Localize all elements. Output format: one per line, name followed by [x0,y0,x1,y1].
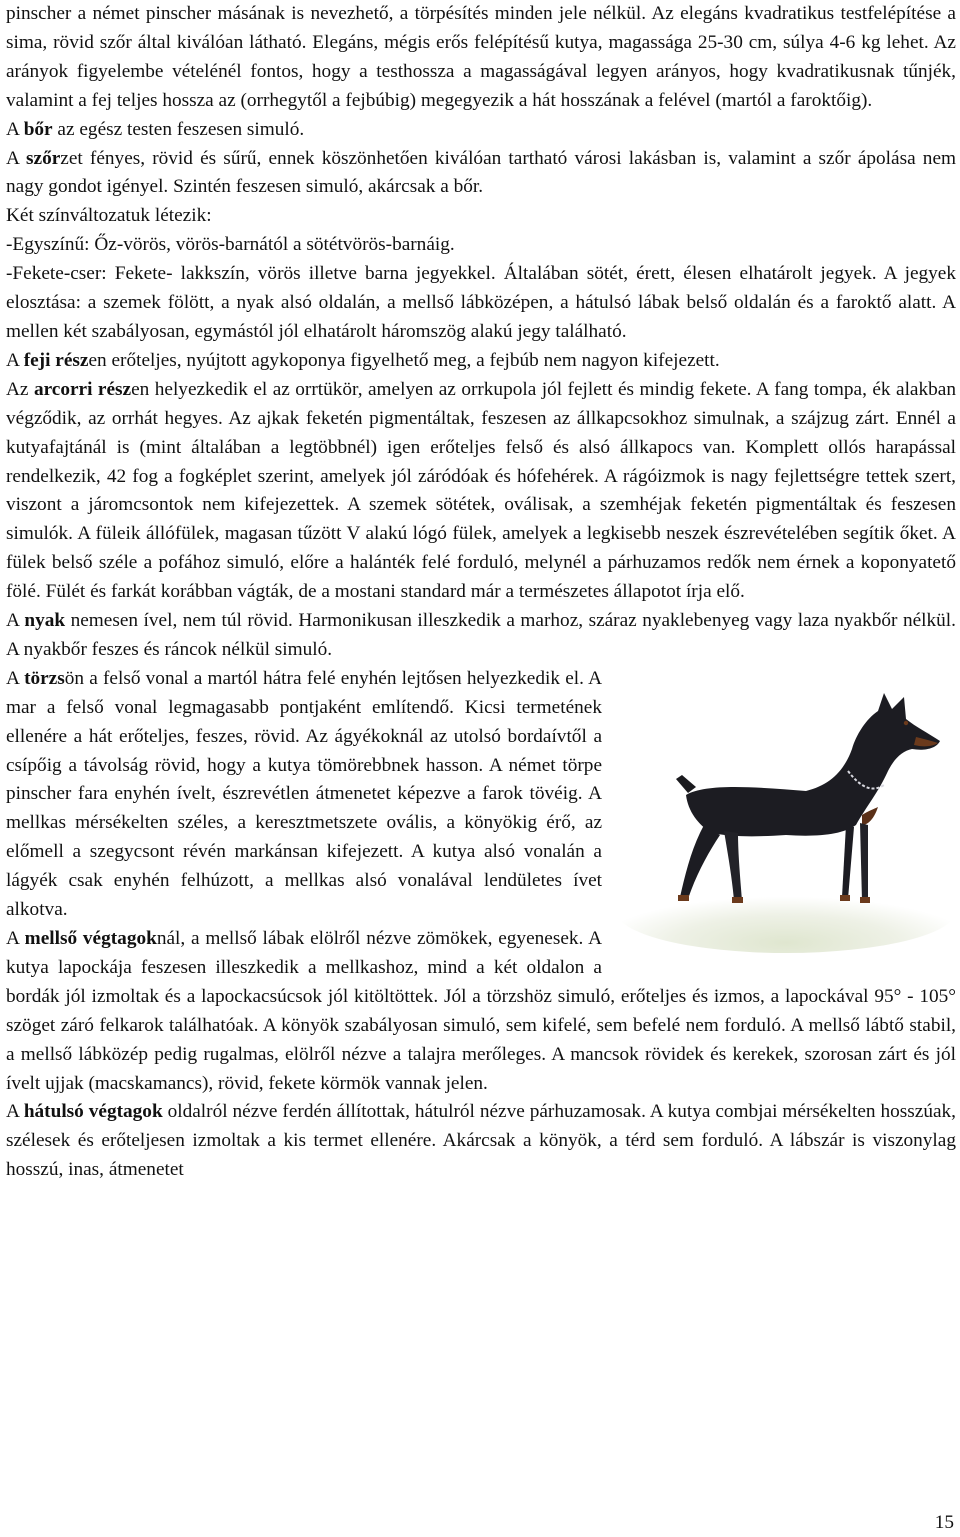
paragraph-neck: A nyak nemesen ível, nem túl rövid. Harmonikusan illeszkedik a marhoz, száraz nyaklebenyeg vagy laza nyakbőr nélkül. A nyakbőr feszes és ráncok nélkül simuló. [6,610,956,660]
paragraph-intro: pinscher a német pinscher másának is nevezhető, a törpésítés minden jele nélkül. Az elegáns kvadratikus testfelépítése a sima, rövid szőr által kiválóan látható. Elegáns, mégis erős felépítésű kutya, magassága 25-30 cm, súlya 4-6 kg lehet. Az arányok figyelembe vételénél fontos, hogy a testhossza a magasságával legyen arányos, hogy kvadratikusnak tűnjék, valamint a fej teljes hossza az (orrhegytől a fejbúbig) megegyezik a hát hosszának a felével (martól a faroktőig). [6,3,956,111]
document-page [6,0,956,1185]
paragraph-face: Az arcorri részen helyezkedik el az orrtükör, amelyen az orrkupola jól fejlett és mindig fekete. A fang tompa, ék alakban végződik, az orrhát hegyes. Az ajkak feketén pigmentáltak, feszesen az állkapcsokhoz simulnak, a szájzug zárt. Ennél a kutyafajtánál is (mint általában a legtöbbnél) igen erőteljes felső és alsó állkapocs van. Komplett ollós harapással rendelkezik, 42 fog a fogképlet szerint, amelyek jól záródóak és hófehérek. A rágóizmok is nagy fejlettségre tettek szert, viszont a járomcsontok nem kifejezettek. A szemek sötétek, oválisak, a szemhéjak feketén pigmentáltak és feszesen simulók. A füleik állófülek, magasan tűzött V alakú lógó fülek, amelyek a legkisebb neszek észrevételében segítik őket. A fülek belső széle a pofához simuló, előre a halánték felé forduló, melynél a párhuzamos redők nem érnek a koponyatető fölé. Fülét és farkát korábban vágták, de a mostani standard már a természetes állapotot írja elő. [6,378,956,603]
body-section [6,665,956,925]
paragraph-head: A feji részen erőteljes, nyújtott agykoponya figyelhető meg, a fejbúb nem nagyon kifejezett. [6,349,720,371]
paragraph-color-black-tan: -Fekete-cser: Fekete- lakkszín, vörös illetve barna jegyekkel. Általában sötét, érett, élesen elhatárolt jegyek. A jegyek elosztása: a szemek fölött, a nyak alsó oldalán, a mellső lábközépen, a hátulsó lábak belső oldalán és a faroktő alatt. A mellen két szabályosan, egymástól jól elhatárolt háromszög alakú jegy található. [6,263,956,342]
paragraph-skin: A bőr az egész testen feszesen simuló. [6,118,305,140]
paragraph-color-intro: Két színváltozatuk létezik: [6,205,212,227]
paragraph-hindlegs: A hátulsó végtagok oldalról nézve ferdén állítottak, hátulról nézve párhuzamosak. A kutya combjai mérsékelten hosszúak, szélesek és erőteljesen izmoltak a kis termet ellenére. Akárcsak a könyök, a térd sem forduló. A lábszár is viszonylag hosszú, inas, átmenetet [6,1101,956,1181]
paragraph-body: A törzsön a felső vonal a martól hátra felé enyhén lejtősen helyezkedik el. A mar a felső vonal legmagasabb pontjaként említendő. Kicsi termetének ellenére a hát erőteljes, feszes, rövid. Az ágyékoknál az utolsó bordaívtől a csípőig a távolság rövid, hogy a kutya tömörebbnek hasson. A német törpe pinscher fara enyhén ívelt, észrevétlen átmenetet képezve a farok tövéig. A mellkas mérsékelten széles, a keresztmetszete ovális, a könyökig érő, az előmell a szegycsont révén markánsan kifejezett. A kutya alsó vonalán a lágyék csak enyhén felhúzott, a mellkas alsó vonalával lendületes ívet alkotva. [6,667,602,921]
paragraph-forelegs: A mellső végtagoknál, a mellső lábak elölről nézve zömökek, egyenesek. A kutya lapockája feszesen illeszkedik a mellkashoz, mind a két oldalon a bordák jól izmoltak és a lapockacsúcsok jól kitöltöttek. Jól a törzshöz simuló, erőteljes és izmos, a lapockával 95° - 105° szöget záró felkarok találhatóak. A könyök szabályosan simuló, sem kifelé, sem befelé nem forduló. A mellső lábtő stabil, a mellső lábközép pedig rugalmas, elölről nézve a talajra merőleges. A mancsok rövidek és kerekek, szorosan zárt és jól ívelt ujjak (macskamancs), rövid, fekete körmök vannak jelen. [6,928,956,1094]
page-number: 15 [934,1512,954,1533]
paragraph-color-solid: -Egyszínű: Őz-vörös, vörös-barnától a sötétvörös-barnáig. [6,234,455,256]
paragraph-coat: A szőrzet fényes, rövid és sűrű, ennek köszönhetően kiválóan tartható városi lakásban is, valamint a szőr ápolása nem nagy gondot igényel. Szintén feszesen simuló, akárcsak a bőr. [6,147,957,198]
dog-photo [616,675,956,955]
